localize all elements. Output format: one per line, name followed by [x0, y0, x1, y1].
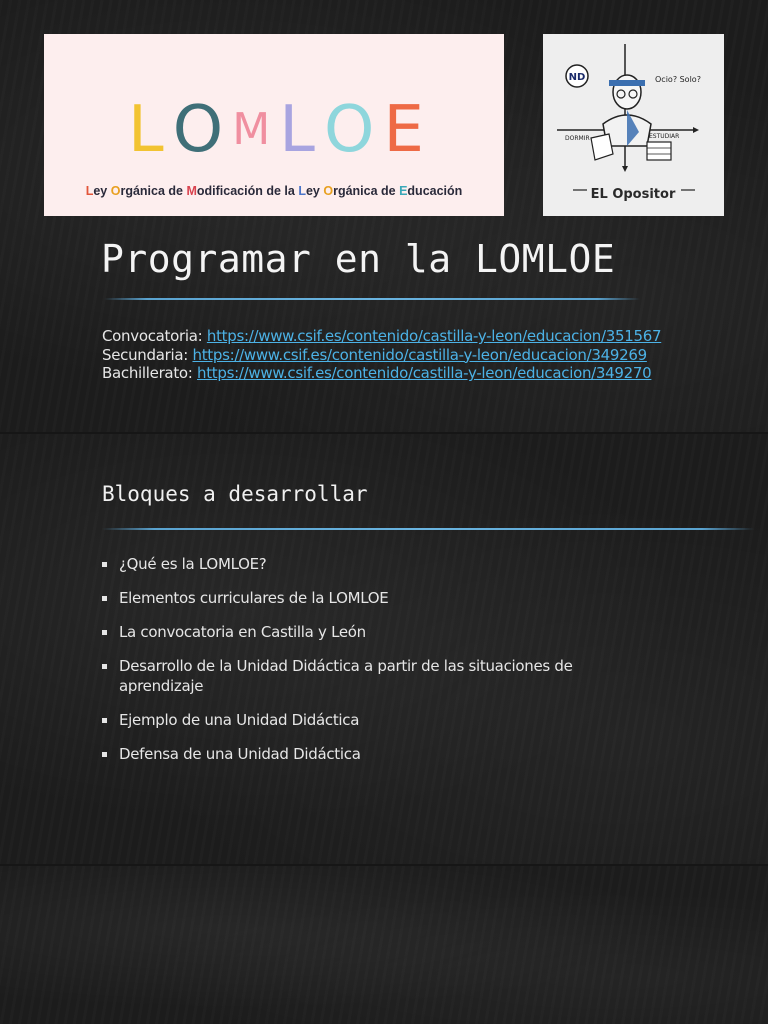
logo-letter: L: [279, 93, 315, 167]
logo-letter: M: [232, 104, 271, 155]
el-opositor-logo: [543, 34, 724, 216]
axis-estudiar-label: ESTUDIAR: [649, 133, 680, 140]
page-title: Programar en la LOMLOE: [101, 237, 616, 281]
list-item: Defensa de una Unidad Didáctica: [102, 744, 642, 764]
opositor-caption: EL Opositor: [590, 187, 676, 202]
list-item: Ejemplo de una Unidad Didáctica: [102, 710, 642, 730]
banner-subtitle: Ley Orgánica de Modificación de la Ley Orgánica de Educación: [85, 184, 463, 198]
slide-next: [0, 866, 768, 1024]
lomloe-banner: [44, 34, 504, 216]
slide-title: [0, 0, 768, 432]
link-row-bachillerato: Bachillerato: https://www.csif.es/contenido/castilla-y-leon/educacion/349270: [102, 364, 652, 382]
links-list: [102, 327, 661, 383]
axis-dormir-label: DORMIR: [565, 135, 590, 142]
list-item: ¿Qué es la LOMLOE?: [102, 554, 642, 574]
logo-letter: L: [128, 93, 164, 167]
link-convocatoria[interactable]: https://www.csif.es/contenido/castilla-y-leon/educacion/351567: [206, 327, 662, 345]
link-row-convocatoria: Convocatoria: https://www.csif.es/contenido/castilla-y-leon/educacion/351567: [102, 327, 662, 345]
list-item: Elementos curriculares de la LOMLOE: [102, 588, 642, 608]
list-item: Desarrollo de la Unidad Didáctica a partir de las situaciones de aprendizaje: [102, 656, 642, 696]
title-divider: [104, 298, 640, 300]
logo-letter: O: [172, 93, 224, 167]
logo-letter: E: [383, 93, 424, 167]
link-secundaria[interactable]: https://www.csif.es/contenido/castilla-y-leon/educacion/349269: [192, 345, 647, 364]
bullet-list: [102, 554, 642, 778]
nd-badge: ND: [568, 72, 586, 83]
logo-letter: O: [324, 93, 375, 167]
section-heading: Bloques a desarrollar: [102, 482, 368, 506]
link-bachillerato[interactable]: https://www.csif.es/contenido/castilla-y-leon/educacion/349270: [197, 364, 652, 382]
lomloe-logo: [128, 92, 424, 167]
slide-bloques: [0, 434, 768, 864]
list-item: La convocatoria en Castilla y León: [102, 622, 642, 642]
heading-divider: [102, 528, 754, 530]
ocio-solo-text: Ocio? Solo?: [655, 75, 701, 84]
link-row-secundaria: Secundaria: https://www.csif.es/contenido/castilla-y-leon/educacion/349269: [102, 345, 647, 364]
